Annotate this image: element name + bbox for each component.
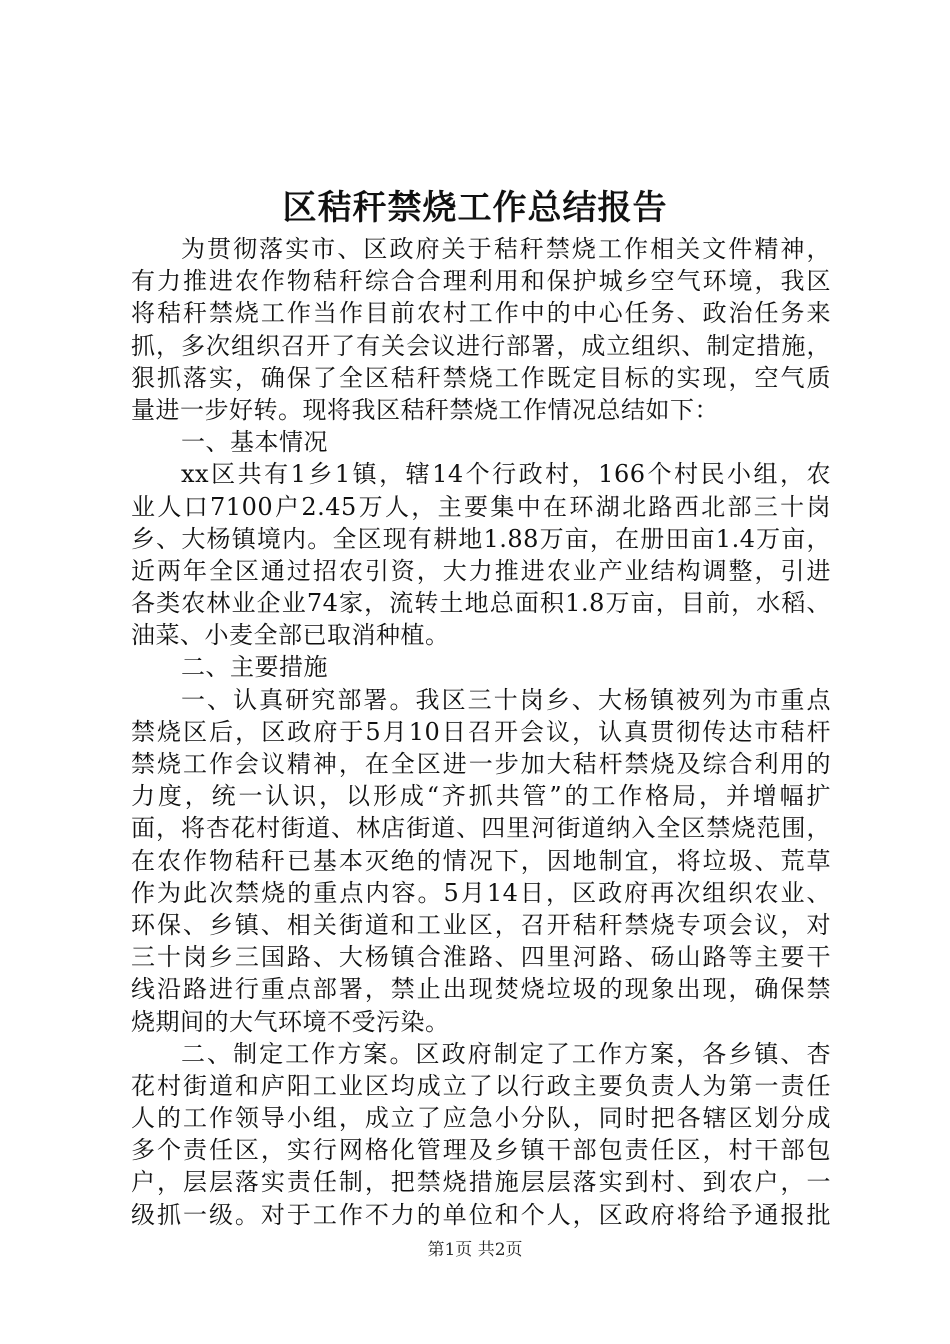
- body-line: 乡、大杨镇境内。全区现有耕地1.88万亩，在册田亩1.4万亩，: [131, 524, 831, 553]
- body-line: 线沿路进行重点部署，禁止出现焚烧垃圾的现象出现，确保禁: [131, 975, 831, 1004]
- body-line: 为贯彻落实市、区政府关于秸秆禁烧工作相关文件精神，: [181, 235, 831, 263]
- body-line: 一、基本情况: [181, 428, 328, 457]
- body-line: 油菜、小麦全部已取消种植。: [131, 621, 450, 650]
- body-line: 三十岗乡三国路、大杨镇合淮路、四里河路、砀山路等主要干: [131, 943, 831, 972]
- body-line: 环保、乡镇、相关街道和工业区，召开秸秆禁烧专项会议，对: [131, 910, 831, 939]
- body-line: 业人口7100户2.45万人，主要集中在环湖北路西北部三十岗: [131, 492, 831, 521]
- body-line: 面，将杏花村街道、林店街道、四里河街道纳入全区禁烧范围，: [131, 814, 831, 843]
- body-line: 花村街道和庐阳工业区均成立了以行政主要负责人为第一责任: [131, 1071, 831, 1100]
- body-line: 一、认真研究部署。我区三十岗乡、大杨镇被列为市重点: [181, 685, 831, 714]
- body-line: 在农作物秸秆已基本灭绝的情况下，因地制宜，将垃圾、荒草: [131, 846, 831, 875]
- body-line: 户，层层落实责任制，把禁烧措施层层落实到村、到农户，一: [131, 1168, 831, 1197]
- body-line: 人的工作领导小组，成立了应急小分队，同时把各辖区划分成: [131, 1104, 831, 1133]
- body-line: 禁烧工作会议精神，在全区进一步加大秸杆禁烧及综合利用的: [131, 750, 831, 778]
- document-body: [131, 233, 831, 1231]
- body-line: 抓，多次组织召开了有关会议进行部署，成立组织、制定措施，: [131, 331, 831, 360]
- body-line: 狠抓落实，确保了全区秸秆禁烧工作既定目标的实现，空气质: [131, 363, 831, 392]
- body-line: 量进一步好转。现将我区秸秆禁烧工作情况总结如下：: [131, 395, 719, 424]
- body-line: 将秸秆禁烧工作当作目前农村工作中的中心任务、政治任务来: [131, 299, 831, 328]
- body-line: xx区共有1乡1镇，辖14个行政村，166个村民小组，农: [181, 460, 831, 489]
- body-line: 级抓一级。对于工作不力的单位和个人，区政府将给予通报批: [131, 1200, 831, 1229]
- document-title: 区秸秆禁烧工作总结报告: [282, 188, 668, 228]
- body-line: 烧期间的大气环境不受污染。: [131, 1007, 450, 1036]
- body-line: 作为此次禁烧的重点内容。5月14日，区政府再次组织农业、: [131, 878, 831, 907]
- body-line: 多个责任区，实行网格化管理及乡镇干部包责任区，村干部包: [131, 1136, 831, 1165]
- body-line: 各类农林业企业74家，流转土地总面积1.8万亩，目前，水稻、: [131, 589, 831, 618]
- body-line: 近两年全区通过招农引资，大力推进农业产业结构调整，引进: [131, 556, 831, 585]
- body-line: 禁烧区后，区政府于5月10日召开会议，认真贯彻传达市秸杆: [131, 717, 831, 746]
- body-line: 力度，统一认识，以形成“齐抓共管”的工作格局，并增幅扩: [131, 782, 831, 811]
- body-line: 二、主要措施: [181, 653, 328, 682]
- page-footer: 第1页 共2页: [427, 1240, 523, 1260]
- body-line: 二、制定工作方案。区政府制定了工作方案，各乡镇、杏: [181, 1039, 831, 1068]
- body-line: 有力推进农作物秸秆综合合理利用和保护城乡空气环境，我区: [131, 267, 831, 296]
